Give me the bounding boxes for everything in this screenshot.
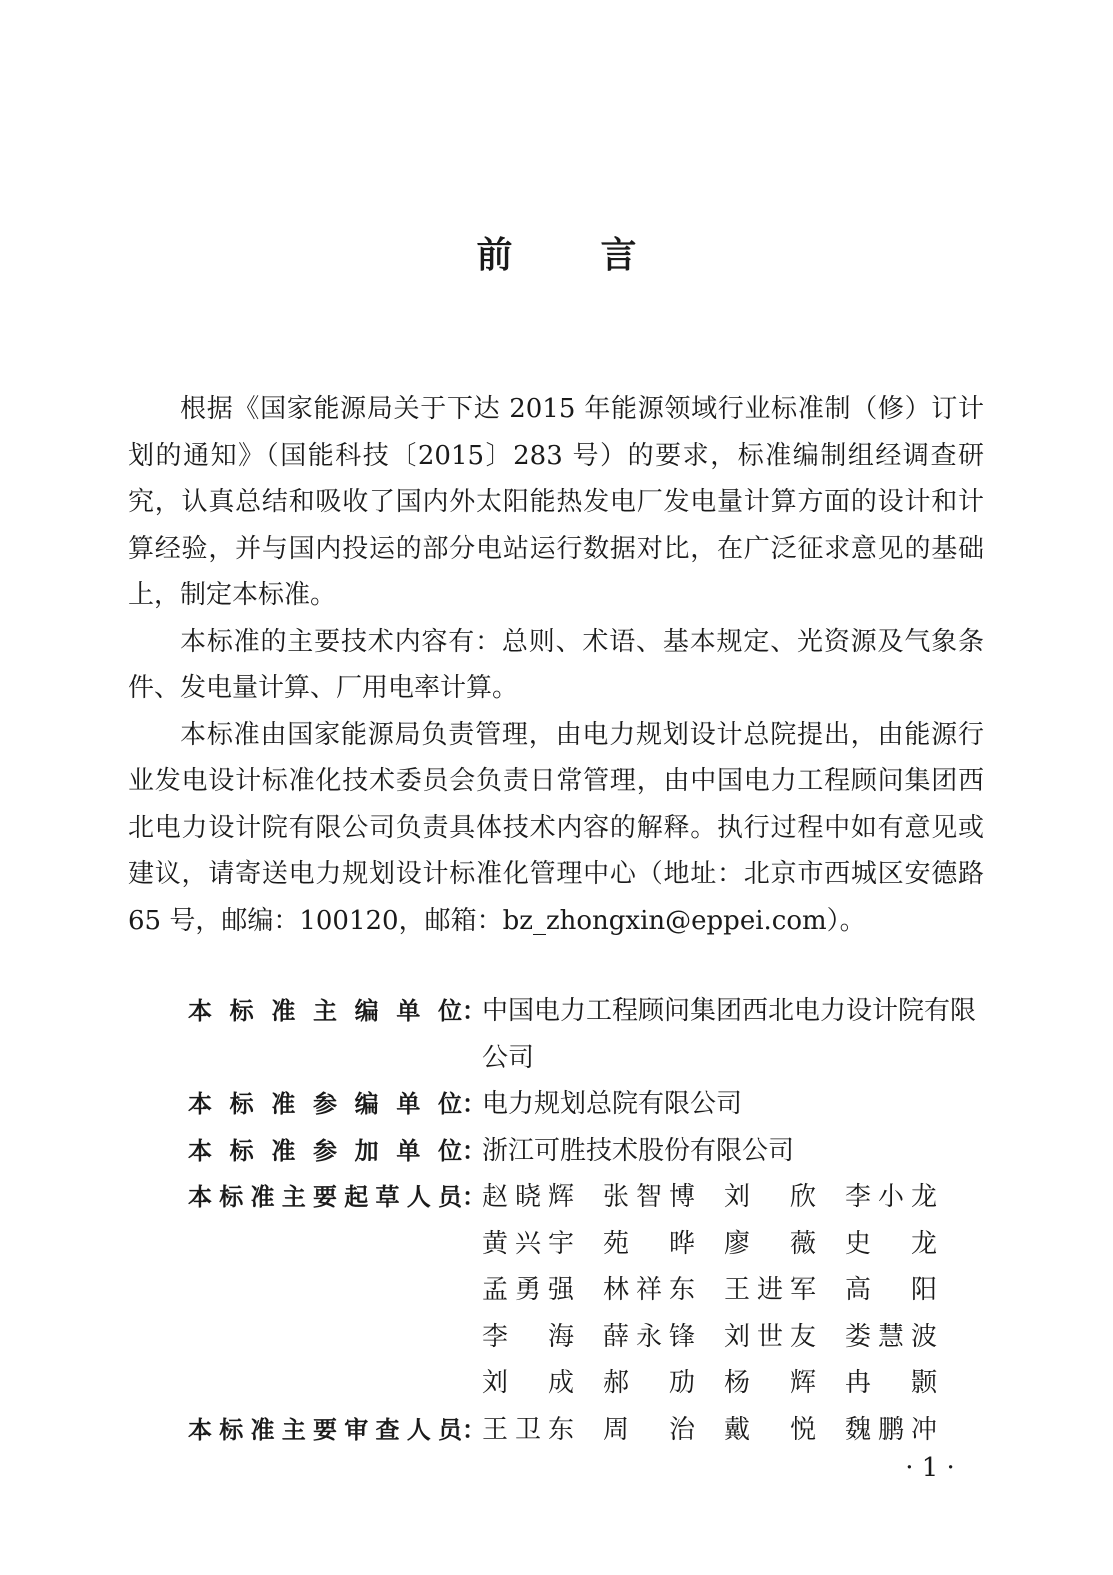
reviewers-list xyxy=(478,1407,937,1454)
page-title: 前言 xyxy=(476,235,725,276)
drafter-name: 刘成 xyxy=(482,1368,574,1398)
chief-editor-label: 本标准主编单位 ： xyxy=(188,997,486,1025)
drafter-name: 郝劢 xyxy=(603,1368,695,1398)
drafter-name: 杨辉 xyxy=(724,1368,816,1398)
chief-editor-row xyxy=(188,988,988,1081)
drafter-name: 史龙 xyxy=(845,1228,937,1259)
contributors-section xyxy=(188,988,988,1453)
drafter-name: 薛永锋 xyxy=(603,1321,695,1352)
drafter-name: 林祥东 xyxy=(603,1275,695,1305)
co-editor-value: 电力规划总院有限公司 xyxy=(482,1089,743,1119)
drafter-name: 孟勇强 xyxy=(482,1275,574,1305)
reviewer-name: 周治 xyxy=(603,1414,695,1445)
drafter-name: 廖薇 xyxy=(724,1228,816,1259)
drafter-name: 张智博 xyxy=(603,1182,695,1212)
participant-label: 本标准参加单位 ： xyxy=(188,1136,486,1165)
chief-editor-value: 中国电力工程顾问集团西北电力设计院有限公司 xyxy=(482,996,977,1073)
reviewer-name: 魏鹏冲 xyxy=(845,1414,937,1445)
co-editor-label: 本标准参编单位 ： xyxy=(188,1090,486,1118)
drafter-name: 刘世友 xyxy=(724,1321,816,1352)
paragraph-management: 本标准由国家能源局负责管理，由电力规划设计总院提出，由能源行业发电设计标准化技术委员会负责日常管理，由中国电力工程顾问集团西北电力设计院有限公司负责具体技术内容的解释。执行过程中如有意见或建议，请寄送电力规划设计标准化管理中心（地址：北京市西城区安德路 65 号，邮编：100120，邮箱：bz_zhongxin@eppei.com）。 xyxy=(128,719,984,936)
co-editor-row xyxy=(188,1081,988,1128)
reviewers-label: 本标准主要审查人员 ： xyxy=(188,1415,486,1444)
preface-body xyxy=(128,386,984,944)
paragraph-background: 根据《国家能源局关于下达 2015 年能源领域行业标准制（修）订计划的通知》（国能科技〔2015〕283 号）的要求，标准编制组经调查研究，认真总结和吸收了国内外太阳能热发电厂发电量计算方面的设计和计算经验，并与国内投运的部分电站运行数据对比，在广泛征求意见的基础上，制定本标准。 xyxy=(128,394,984,610)
reviewer-name: 戴悦 xyxy=(724,1414,816,1445)
drafter-name: 赵晓辉 xyxy=(482,1182,574,1212)
drafters-row xyxy=(188,1174,988,1407)
drafter-name: 王进军 xyxy=(724,1275,816,1305)
drafter-name: 冉颢 xyxy=(845,1368,937,1398)
participant-row xyxy=(188,1128,988,1175)
drafter-name: 刘欣 xyxy=(724,1182,816,1212)
drafter-name: 娄慧波 xyxy=(845,1321,937,1352)
participant-value: 浙江可胜技术股份有限公司 xyxy=(482,1135,795,1166)
drafter-name: 高阳 xyxy=(845,1275,937,1305)
page-number: · 1 · xyxy=(905,1453,955,1483)
drafter-name: 李小龙 xyxy=(845,1182,937,1212)
drafters-label: 本标准主要起草人员 ： xyxy=(188,1183,486,1211)
drafters-list xyxy=(478,1174,937,1407)
drafter-name: 李海 xyxy=(482,1321,574,1352)
paragraph-contents: 本标准的主要技术内容有：总则、术语、基本规定、光资源及气象条件、发电量计算、厂用电率计算。 xyxy=(128,626,984,703)
drafter-name: 黄兴宇 xyxy=(482,1228,574,1259)
drafter-name: 苑晔 xyxy=(603,1228,695,1259)
reviewer-name: 王卫东 xyxy=(482,1414,574,1445)
reviewers-row xyxy=(188,1407,988,1454)
